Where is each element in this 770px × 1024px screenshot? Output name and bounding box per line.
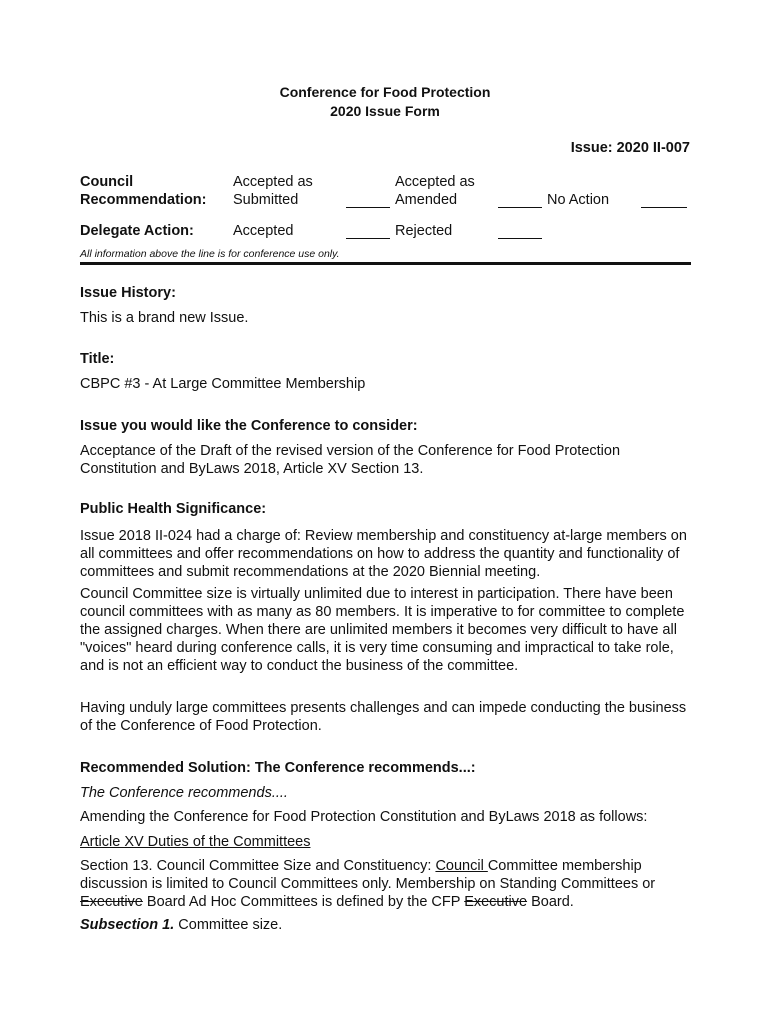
council-no-action-blank[interactable]: [641, 193, 687, 208]
section-13-text: [80, 857, 695, 911]
council-option-accepted-submitted-line1: Accepted as: [233, 174, 313, 190]
council-label-line1: Council: [80, 174, 134, 190]
consider-heading: Issue you would like the Conference to consider:: [80, 418, 418, 434]
council-option-accepted-submitted-line2: Submitted: [233, 192, 299, 208]
section-13-lead: Section 13. Council Committee Size and Constituency:: [80, 858, 436, 874]
solution-heading: Recommended Solution: The Conference recommends...:: [80, 760, 476, 776]
delegate-option-rejected: Rejected: [395, 223, 453, 239]
council-label-line2: Recommendation:: [80, 192, 207, 208]
section-13-body: Committee membership discussion is limited to Council Committees only. Membership on Standing Committees or: [80, 858, 656, 892]
solution-intro: The Conference recommends....: [80, 785, 288, 801]
council-accepted-submitted-blank[interactable]: [346, 193, 390, 208]
council-option-accepted-amended-line1: Accepted as: [395, 174, 475, 190]
solution-amend-text: Amending the Conference for Food Protection Constitution and ByLaws 2018 as follows:: [80, 809, 648, 825]
council-accepted-amended-blank[interactable]: [498, 193, 542, 208]
section-13-struck-executive-1: Executive: [80, 894, 143, 910]
significance-paragraph-1: Issue 2018 II-024 had a charge of: Review membership and constituency at-large members on all committees and offer recommendations on how to address the quantity and functionality of committees and submit recommendations at the 2020 Biennial meeting.: [80, 528, 687, 580]
delegate-accepted-blank[interactable]: [346, 224, 390, 239]
conference-use-note: All information above the line is for conference use only.: [80, 248, 340, 260]
title-heading: Title:: [80, 351, 115, 367]
subsection-1: [80, 916, 695, 934]
council-option-no-action: No Action: [547, 192, 610, 208]
section-13-struck-executive-2: Executive: [464, 894, 528, 910]
section-13-inserted-council: Council: [435, 858, 488, 874]
issue-history-heading: Issue History:: [80, 285, 176, 301]
issue-number: Issue: 2020 II-007: [570, 140, 690, 156]
divider-line: [80, 262, 691, 265]
form-title: Conference for Food Protection: [279, 84, 491, 100]
significance-paragraph-2: Council Committee size is virtually unlimited due to interest in participation. There have been council committees with as many as 80 members. It is imperative to for committee to complete the assigned charges. When there are unlimited members it becomes very difficult to have all "voices" heard during conference calls, it is very time consuming and impractical to take role, and is not an efficient way to conduct the business of the committee.: [80, 586, 685, 674]
form-subtitle: 2020 Issue Form: [330, 103, 440, 119]
subsection-1-text: Committee size.: [174, 917, 283, 933]
section-13-end: Board.: [527, 894, 574, 910]
delegate-rejected-blank[interactable]: [498, 224, 542, 239]
council-option-accepted-amended-line2: Amended: [395, 192, 458, 208]
subsection-1-label: Subsection 1.: [80, 917, 175, 933]
significance-heading: Public Health Significance:: [80, 501, 267, 517]
significance-paragraph-3: Having unduly large committees presents challenges and can impede conducting the business of the Conference of Food Protection.: [80, 700, 687, 734]
consider-text: Acceptance of the Draft of the revised version of the Conference for Food Protection Constitution and ByLaws 2018, Article XV Section 13.: [80, 443, 621, 477]
article-heading: Article XV Duties of the Committees: [80, 834, 311, 850]
section-13-body-2: Board Ad Hoc Committees is defined by the CFP: [142, 894, 465, 910]
delegate-option-accepted: Accepted: [233, 223, 294, 239]
issue-history-text: This is a brand new Issue.: [80, 310, 249, 326]
title-text: CBPC #3 - At Large Committee Membership: [80, 376, 366, 392]
delegate-label: Delegate Action:: [80, 223, 194, 239]
